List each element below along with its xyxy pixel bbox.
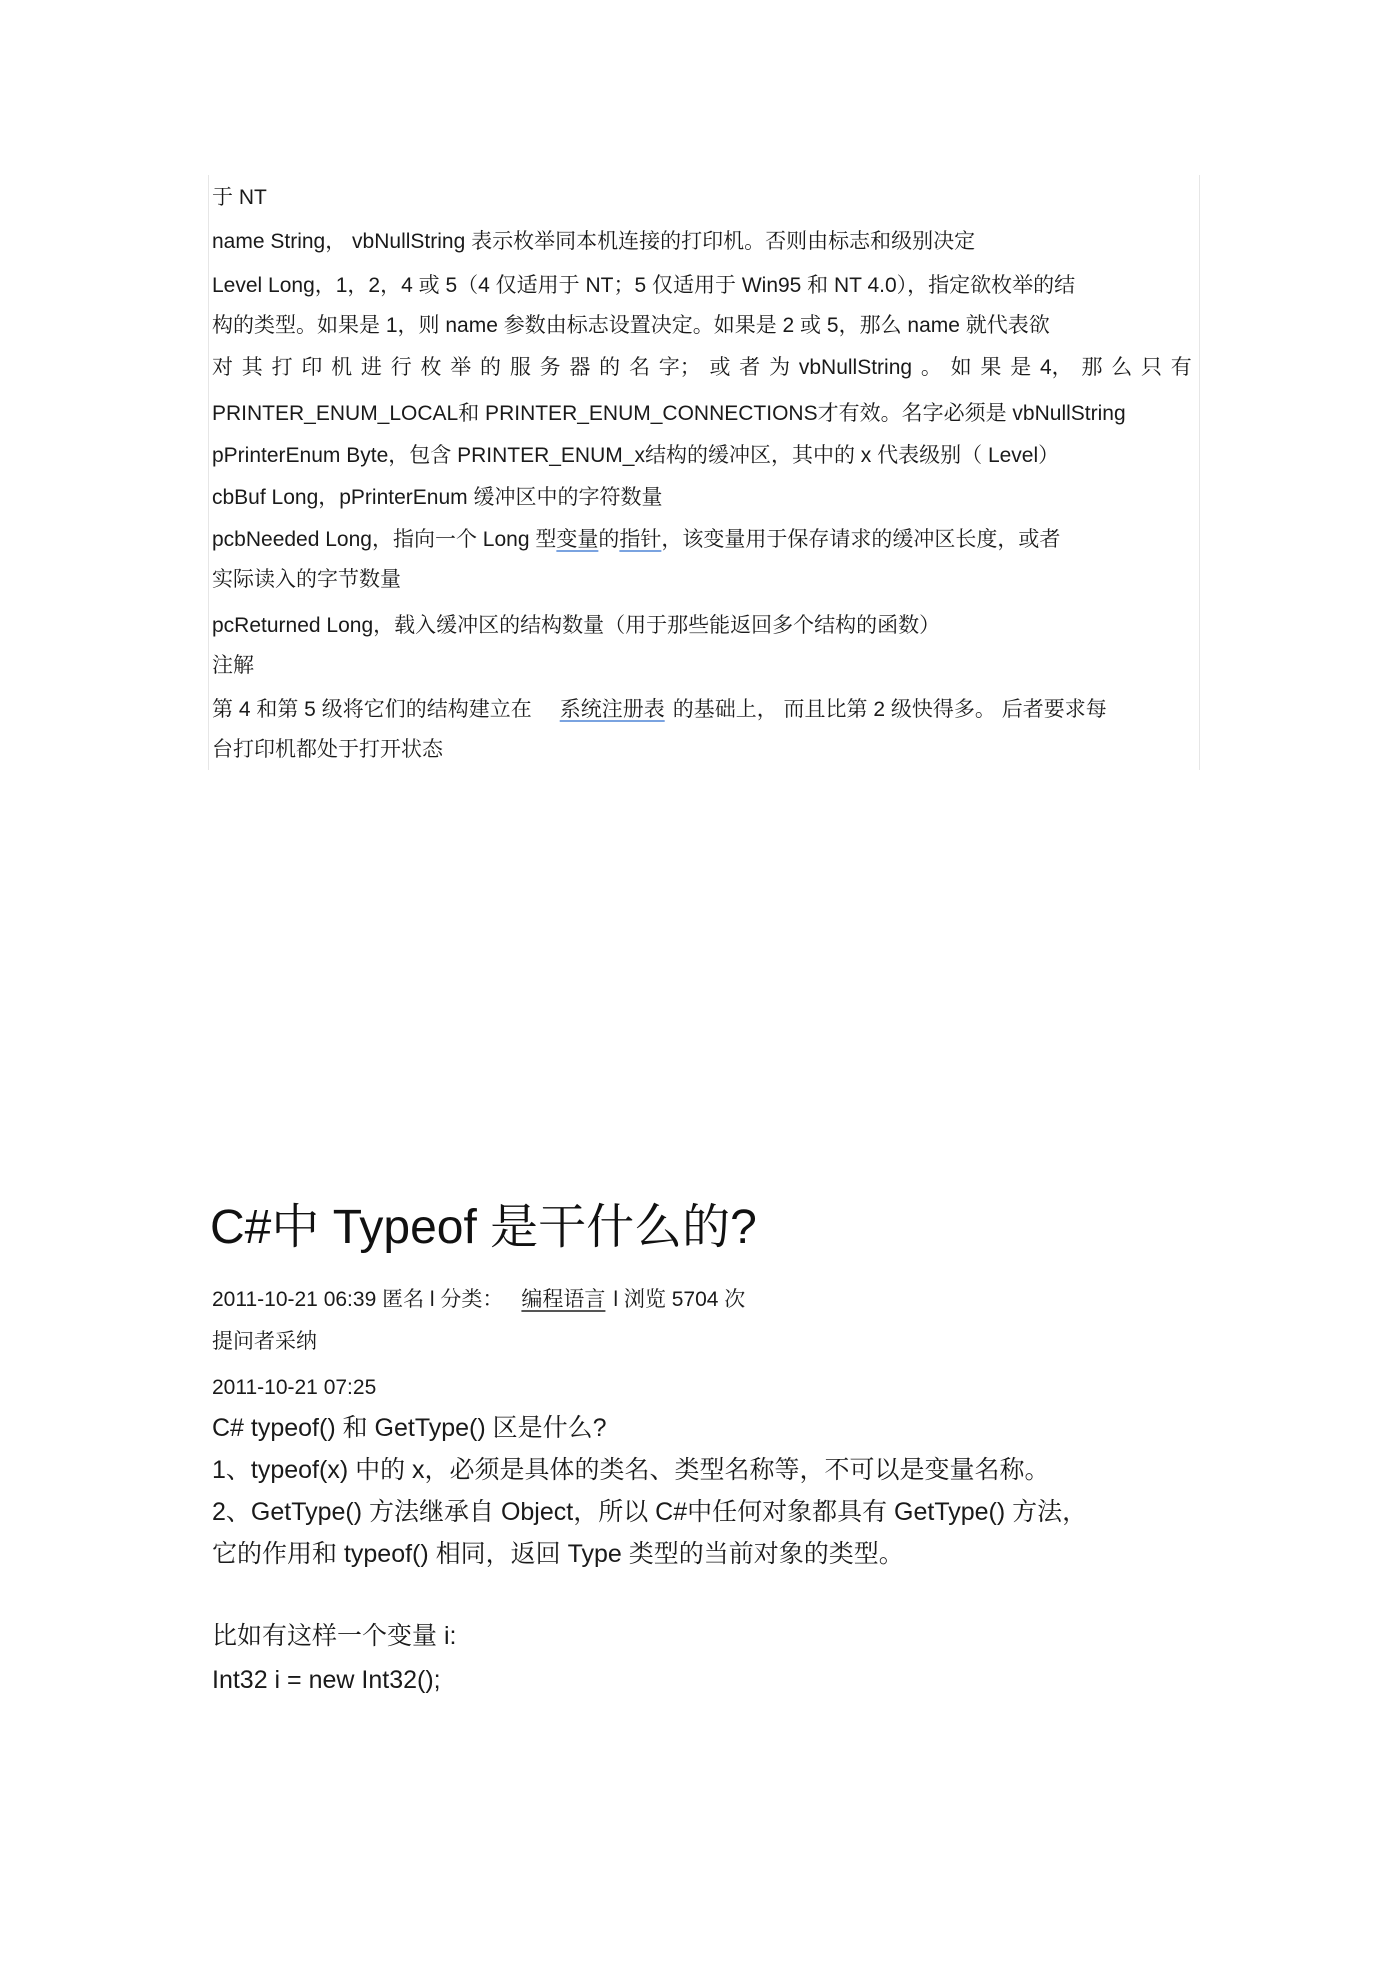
quoted-content-frame [208,175,1200,770]
text-line [212,526,1060,554]
text-word: 字； [658,356,701,379]
answer-paragraph: 比如有这样一个变量 i: [212,1622,457,1650]
text-word: 有 [1170,356,1192,379]
text-word: 4， [1039,356,1073,379]
text-word: 或 [709,356,731,379]
text-line: cbBuf Long，pPrinterEnum 缓冲区中的字符数量 [212,486,663,509]
text-word: 其 [241,356,263,379]
text-line [212,696,1107,724]
text-line: 于 NT [212,186,267,209]
text-word: 只 [1141,356,1162,379]
adopted-label: 提问者采纳 [212,1330,317,1353]
text-line: 台打印机都处于打开状态 [212,738,443,761]
text-word: 进 [360,356,382,379]
text-span: ，该变量用于保存请求的缓冲区长度，或者 [661,528,1061,551]
text-word: 服 [509,356,531,379]
text-word: 者 [739,356,761,379]
text-word: 务 [539,356,561,379]
answer-question: C# typeof() 和 GetType() 区是什么? [212,1414,607,1442]
code-line: Int32 i = new Int32(); [212,1666,441,1694]
text-word: 器 [569,356,591,379]
text-line: pPrinterEnum Byte，包含 PRINTER_ENUM_x结构的缓冲区，其中的 x 代表级别（ Level） [212,444,1060,467]
text-word: 行 [390,356,412,379]
text-line: pcReturned Long，载入缓冲区的结构数量（用于那些能返回多个结构的函数） [212,614,941,637]
text-span: 第 4 和第 5 级将它们的结构建立在 [212,698,532,721]
text-word: 果 [980,356,1002,379]
answer-time: 2011-10-21 07:25 [212,1376,377,1399]
text-span: 的 [598,528,620,551]
text-line: 注解 [212,654,254,677]
text-word: 名 [628,356,650,379]
category-link[interactable]: 编程语言 [521,1288,606,1311]
text-word: 打 [271,356,293,379]
answer-paragraph: 它的作用和 typeof() 相同，返回 Type 类型的当前对象的类型。 [212,1540,904,1568]
text-word: 是 [1010,356,1032,379]
text-line: 实际读入的字节数量 [212,568,401,591]
text-word: 对 [212,356,233,379]
text-line: Level Long，1，2，4 或 5（4 仅适用于 NT；5 仅适用于 Win95 和 NT 4.0），指定欲枚举的结 [212,274,1076,297]
text-word: 枚 [420,356,442,379]
text-word: 那 [1081,356,1103,379]
text-word: 如 [950,356,972,379]
text-line-justified [212,354,1192,382]
link-pointer[interactable]: 指针 [619,528,662,551]
text-word: 么 [1111,356,1133,379]
link-system-registry[interactable]: 系统注册表 [559,698,665,721]
meta-views: l 浏览 5704 次 [613,1288,746,1311]
meta-date-author: 2011-10-21 06:39 匿名 l 分类： [212,1288,504,1311]
text-word: 为 [769,356,791,379]
text-word: 。 [920,356,942,379]
text-line: name String， vbNullString 表示枚举同本机连接的打印机。否则由标志和级别决定 [212,230,976,253]
text-word: 印 [301,356,323,379]
text-word: 机 [331,356,353,379]
text-word: 的 [480,356,502,379]
link-variable[interactable]: 变量 [556,528,599,551]
text-line: PRINTER_ENUM_LOCAL和 PRINTER_ENUM_CONNECTIONS才有效。名字必须是 vbNullString [212,402,1126,425]
text-word: 的 [599,356,621,379]
answer-paragraph: 2、GetType() 方法继承自 Object，所以 C#中任何对象都具有 GetType() 方法， [212,1498,1088,1526]
text-span: 的基础上， 而且比第 2 级快得多。 后者要求每 [672,698,1107,721]
article-meta [212,1286,745,1314]
text-word: vbNullString [798,356,913,379]
text-word: 举 [450,356,472,379]
answer-paragraph: 1、typeof(x) 中的 x，必须是具体的类名、类型名称等，不可以是变量名称。 [212,1456,1050,1484]
text-span: pcbNeeded Long，指向一个 Long 型 [212,528,557,551]
article-title: C#中 Typeof 是干什么的? [210,1201,757,1254]
text-line: 构的类型。如果是 1，则 name 参数由标志设置决定。如果是 2 或 5，那么 name 就代表欲 [212,314,1050,337]
